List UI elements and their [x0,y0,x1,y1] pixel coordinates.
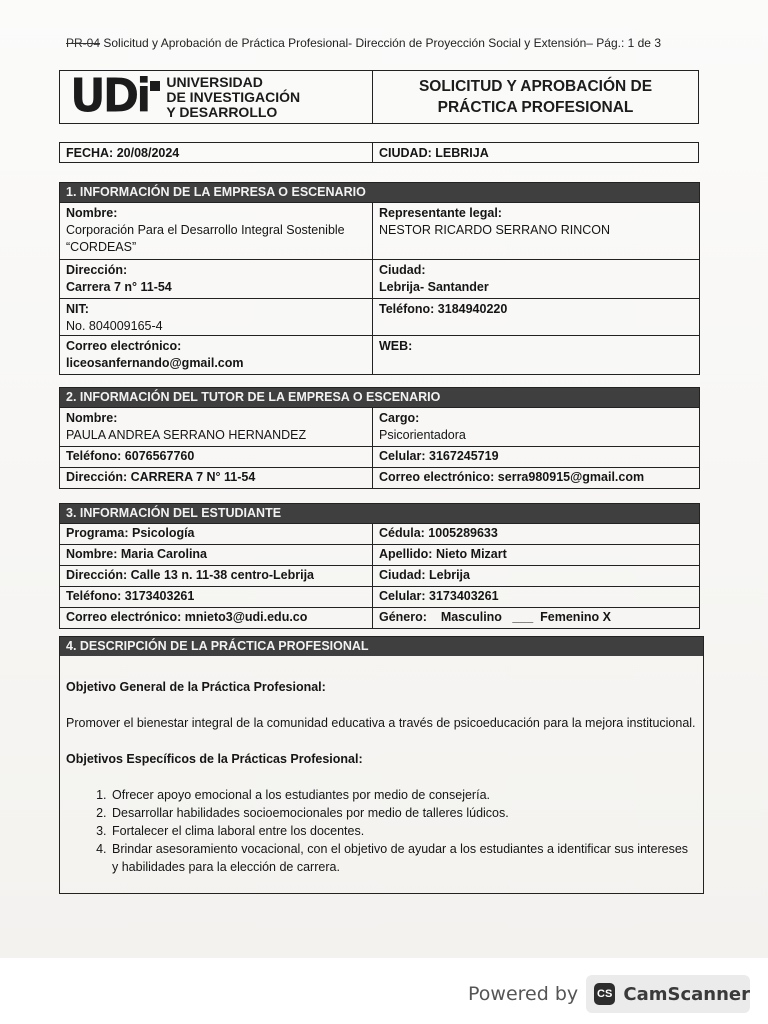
section-tutor-info [59,387,700,489]
document-title-line-2: PRÁCTICA PROFESIONAL [437,99,634,116]
company-email-value: liceosanfernando@gmail.com [66,356,244,370]
company-name-label: Nombre: [66,206,118,220]
company-web-cell: WEB: [372,335,699,374]
document-title [373,71,698,123]
student-id-cell: Cédula: 1005289633 [372,523,699,544]
udi-logo-mark: UDi [70,69,149,124]
document-header-text: Solicitud y Aprobación de Práctica Profesional- Dirección de Proyección Social y Extensión– Pág.: 1 de 3 [100,36,661,50]
general-objective-text: Promover el bienestar integral de la comunidad educativa a través de psicoeducación para la mejora institucional. [66,716,696,730]
section-4-title: 4. DESCRIPCIÓN DE LA PRÁCTICA PROFESIONAL [60,637,703,656]
student-program-cell: Programa: Psicología [60,523,372,542]
logo-line-1: UNIVERSIDAD [166,73,263,90]
tutor-address-cell: Dirección: CARRERA 7 N° 11-54 [60,467,372,487]
tutor-email-label: Correo electrónico: [379,470,495,484]
legal-rep-value: NESTOR RICARDO SERRANO RINCON [379,223,611,237]
company-city-label: Ciudad: [379,263,426,277]
company-nit-cell [60,298,372,335]
company-address-cell [60,259,372,297]
section-company-info [59,182,700,375]
document-header [66,36,706,50]
company-address-value: Carrera 7 n° 11-54 [66,280,172,294]
legal-rep-cell [372,202,699,259]
section-1-title: 1. INFORMACIÓN DE LA EMPRESA O ESCENARIO [60,183,699,202]
logo-line-3: Y DESARROLLO [166,103,278,120]
company-name-cell [60,202,372,259]
company-phone-cell: Teléfono: 3184940220 [372,298,699,335]
section-student-info [59,503,700,629]
student-surname-cell: Apellido: Nieto Mizart [372,544,699,565]
city-field: CIUDAD: LEBRIJA [379,146,489,160]
specific-objectives-label: Objetivos Específicos de la Prácticas Profesional: [66,752,363,766]
title-block [59,70,699,124]
student-city-cell: Ciudad: Lebrija [372,565,699,586]
logo-line-2: DE INVESTIGACIÓN [166,88,301,105]
specific-objective-item: 3. Fortalecer el clima laboral entre los docentes. [110,822,697,840]
tutor-phone-cell: Teléfono: 6076567760 [60,446,372,465]
section-2-title: 2. INFORMACIÓN DEL TUTOR DE LA EMPRESA O ESCENARIO [60,388,699,407]
company-nit-value: No. 804009165-4 [66,319,163,333]
tutor-name-cell [60,407,372,445]
company-address-label: Dirección: [66,263,128,277]
company-name-value: Corporación Para el Desarrollo Integral Sostenible “CORDEAS” [66,223,345,254]
general-objective-label: Objetivo General de la Práctica Profesional: [66,680,326,694]
student-mobile-cell: Celular: 3173403261 [372,586,699,607]
tutor-mobile-cell: Celular: 3167245719 [372,446,699,467]
section-practice-description [59,636,704,894]
tutor-role-value: Psicorientadora [379,428,466,442]
student-phone-cell: Teléfono: 3173403261 [60,586,372,605]
legal-rep-label: Representante legal: [379,206,502,220]
camscanner-logo-icon: CS [594,983,615,1005]
company-nit-label: NIT: [66,302,89,316]
date-city-row [59,142,699,163]
student-address-cell: Dirección: Calle 13 n. 11-38 centro-Lebrija [60,565,372,584]
specific-objective-item: 1. Ofrecer apoyo emocional a los estudiantes por medio de consejería. [110,786,697,804]
tutor-email-value: serra980915@gmail.com [497,470,645,484]
camscanner-brand-name: CamScanner [623,983,750,1005]
tutor-role-label: Cargo: [379,411,420,425]
student-email-cell: Correo electrónico: mnieto3@udi.edu.co [60,607,372,627]
student-name-cell: Nombre: Maria Carolina [60,544,372,563]
tutor-email-cell [372,467,699,488]
specific-objectives-list [66,786,697,876]
document-title-line-1: SOLICITUD Y APROBACIÓN DE [418,78,653,95]
company-city-cell [372,259,699,298]
company-email-label: Correo electrónico: [66,339,182,353]
camscanner-badge [586,975,750,1013]
date-field: FECHA: 20/08/2024 [60,143,373,162]
student-gender-cell: Género: Masculino ___ Femenino X [372,607,699,628]
specific-objective-item: 2. Desarrollar habilidades socioemocionales por medio de talleres lúdicos. [110,804,697,822]
tutor-name-label: Nombre: [66,411,118,425]
specific-objective-item: 4. Brindar asesoramiento vocacional, con el objetivo de ayudar a los estudiantes a identificar sus intereses y habilidades para la elección de carrera. [110,840,697,876]
tutor-role-cell [372,407,699,446]
section-3-title: 3. INFORMACIÓN DEL ESTUDIANTE [60,504,699,523]
practice-description-body [60,656,703,884]
powered-by-text: Powered by [468,983,579,1005]
udi-logo-square-icon [150,81,160,91]
document-code: PR-04 [66,36,101,50]
udi-logo-text [166,75,300,120]
udi-logo [60,71,373,123]
company-email-cell [60,335,372,374]
company-city-value: Lebrija- Santander [379,280,489,294]
tutor-name-value: PAULA ANDREA SERRANO HERNANDEZ [66,428,307,442]
